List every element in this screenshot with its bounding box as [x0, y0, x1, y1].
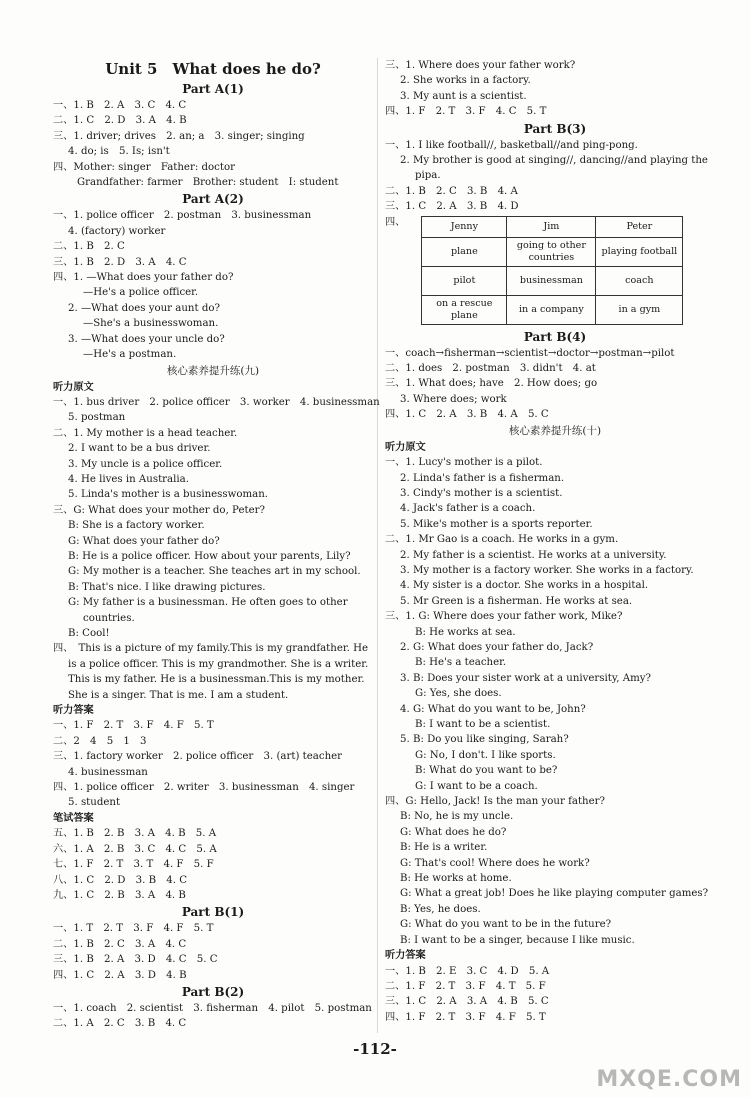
- answer-line: 一、1. coach 2. scientist 3. fisherman 4. pilot 5. postman: [53, 1002, 372, 1014]
- answer-line: 四、 This is a picture of my family.This is my grandfather. He: [53, 643, 368, 655]
- answer-line: 4. My sister is a doctor. She works in a hospital.: [400, 580, 649, 592]
- answer-line: 二、1. F 2. T 3. F 4. T 5. F: [385, 980, 546, 992]
- answer-line: is a police officer. This is my grandmother. She is a writer.: [68, 658, 369, 670]
- answer-line: G: What a great job! Does he like playing computer games?: [400, 888, 709, 900]
- answer-line: Grandfather: farmer Brother: student I: student: [77, 177, 339, 189]
- table-cell: Jim: [507, 216, 596, 237]
- answer-line: G: What does he do?: [400, 826, 507, 838]
- answer-line: B: He's a teacher.: [415, 657, 507, 669]
- answer-line: B: He works at home.: [400, 873, 512, 885]
- answer-line: 二、1. A 2. C 3. B 4. C: [53, 1018, 187, 1030]
- table-cell: in a gym: [596, 295, 683, 324]
- answer-line: 3. My aunt is a scientist.: [400, 90, 527, 102]
- answer-line: 四、1. C 2. A 3. D 4. B: [53, 969, 187, 981]
- answer-line: 3. Where does; work: [400, 393, 507, 405]
- answer-line: 3. My mother is a factory worker. She works in a factory.: [400, 564, 694, 576]
- answer-line: 一、1. F 2. T 3. F 4. F 5. T: [53, 720, 214, 732]
- answer-line: 三、G: What does your mother do, Peter?: [53, 504, 265, 516]
- answer-line: 4. Jack's father is a coach.: [400, 503, 536, 515]
- answer-line: 二、1. B 2. C 3. B 4. A: [385, 185, 518, 197]
- table-cell: going to other countries: [507, 237, 596, 266]
- right-top-block: [385, 58, 725, 215]
- occupation-table: [421, 216, 683, 325]
- section-heading: Part B(3): [523, 121, 587, 136]
- answer-line: 三、1. driver; drives 2. an; a 3. singer; singing: [53, 130, 305, 142]
- answer-line: B: No, he is my uncle.: [400, 811, 514, 823]
- answer-line: 一、1. B 2. E 3. C 4. D 5. A: [385, 965, 550, 977]
- answer-line: She is a singer. That is me. I am a student.: [68, 689, 289, 701]
- answer-line: 4. He lives in Australia.: [68, 473, 189, 485]
- section-heading: Part A(1): [182, 82, 244, 96]
- unit-title: Unit 5 What does he do?: [105, 60, 321, 78]
- occupation-table-block: [385, 215, 725, 328]
- answer-line: 2. Linda's father is a fisherman.: [400, 472, 565, 484]
- answer-line: 二、2 4 5 1 3: [53, 735, 147, 747]
- table-cell: Jenny: [422, 216, 507, 237]
- page-number: -112-: [353, 1040, 397, 1058]
- section-heading: Part B(1): [181, 905, 245, 920]
- answer-line: 五、1. B 2. B 3. A 4. B 5. A: [53, 828, 217, 840]
- answer-line: G: Yes, she does.: [415, 688, 502, 700]
- answer-line: 四、1. C 2. A 3. B 4. A 5. C: [385, 409, 549, 421]
- column-divider: [377, 58, 378, 1033]
- answer-line: 一、coach→fisherman→scientist→doctor→postman→pilot: [385, 347, 675, 359]
- table-row: [422, 216, 683, 237]
- answer-line: 4. do; is 5. Is; isn't: [68, 146, 170, 158]
- answer-line: G: My father is a businessman. He often goes to other: [68, 597, 348, 609]
- answer-line: 三、1. C 2. A 3. B 4. D: [385, 201, 519, 213]
- table-cell: pilot: [422, 266, 507, 295]
- table-row: [422, 295, 683, 324]
- answer-line: 一、1. I like football//, basketball//and ping-pong.: [385, 139, 638, 151]
- answer-line: 三、1. C 2. A 3. A 4. B 5. C: [385, 996, 549, 1008]
- answer-line: 三、1. What does; have 2. How does; go: [385, 378, 598, 390]
- answer-line: 2. —What does your aunt do?: [68, 302, 220, 314]
- answer-line: 3. Cindy's mother is a scientist.: [400, 487, 563, 499]
- answer-line: 三、1. B 2. D 3. A 4. C: [53, 256, 187, 268]
- answer-line: 四、1. F 2. T 3. F 4. F 5. T: [385, 1011, 546, 1023]
- table-cell: on a rescue plane: [422, 295, 507, 324]
- table-cell: in a company: [507, 295, 596, 324]
- answer-line: 四、1. —What does your father do?: [53, 272, 234, 284]
- answer-line: 四、1. F 2. T 3. F 4. C 5. T: [385, 106, 547, 118]
- answer-line: B: Cool!: [68, 628, 110, 639]
- answer-line: B: I want to be a singer, because I like music.: [400, 934, 635, 946]
- table-row: [422, 266, 683, 295]
- answer-line: 二、1. My mother is a head teacher.: [53, 427, 238, 439]
- left-column: [53, 58, 380, 1032]
- table-cell: playing football: [596, 237, 683, 266]
- answer-line: 四、1. police officer 2. writer 3. businessman 4. singer: [53, 782, 355, 794]
- practice-heading: 核心素养提升练(九): [166, 364, 260, 377]
- answer-line: 4. G: What do you want to be, John?: [400, 703, 586, 715]
- right-column: [385, 58, 725, 1025]
- subsection-label: 笔试答案: [53, 811, 94, 824]
- answer-line: 5. Linda's mother is a businesswoman.: [68, 489, 269, 501]
- answer-line: 三、1. G: Where does your father work, Mike?: [385, 611, 623, 623]
- practice-heading: 核心素养提升练(十): [508, 424, 602, 437]
- answer-line: —He's a postman.: [83, 349, 177, 361]
- answer-line: G: I want to be a coach.: [415, 780, 538, 792]
- answer-line: B: She is a factory worker.: [68, 520, 205, 532]
- answer-line: B: He works at sea.: [415, 626, 516, 638]
- answer-line: B: I want to be a scientist.: [415, 719, 551, 730]
- answer-line: 二、1. Mr Gao is a coach. He works in a gym.: [385, 534, 619, 546]
- watermark-logo: MXQE.COM: [596, 1067, 742, 1092]
- answer-line: 三、1. B 2. A 3. D 4. C 5. C: [53, 954, 218, 966]
- answer-line: 二、1. C 2. D 3. A 4. B: [53, 115, 187, 127]
- right-bottom-block: [385, 329, 725, 1025]
- answer-line: pipa.: [415, 170, 441, 182]
- section-heading: Part B(2): [181, 984, 245, 999]
- answer-line: 3. My uncle is a police officer.: [68, 458, 223, 470]
- answer-line: 2. She works in a factory.: [400, 75, 531, 87]
- answer-line: 二、1. B 2. C: [53, 241, 125, 253]
- answer-line: 一、1. T 2. T 3. F 4. F 5. T: [53, 923, 214, 935]
- table-cell: Peter: [596, 216, 683, 237]
- answer-line: —She's a businesswoman.: [83, 318, 219, 330]
- table-row: [422, 237, 683, 266]
- section-heading: Part A(2): [182, 192, 244, 207]
- answer-line: 4. (factory) worker: [68, 225, 166, 237]
- answer-line: This is my father. He is a businessman.This is my mother.: [68, 674, 365, 686]
- answer-line: 一、1. B 2. A 3. C 4. C: [53, 100, 187, 111]
- answer-line: 5. B: Do you like singing, Sarah?: [400, 734, 569, 746]
- answer-line: 2. My brother is good at singing//, dancing//and playing the: [400, 155, 708, 167]
- answer-line: G: What does your father do?: [68, 535, 220, 547]
- answer-line: 2. I want to be a bus driver.: [68, 443, 211, 455]
- answer-line: 3. —What does your uncle do?: [68, 333, 225, 345]
- answer-line: 三、1. Where does your father work?: [385, 60, 576, 71]
- answer-line: 四、Mother: singer Father: doctor: [53, 161, 235, 173]
- answer-line: 四、G: Hello, Jack! Is the man your father?: [385, 796, 605, 808]
- answer-line: 5. Mr Green is a fisherman. He works at sea.: [400, 595, 633, 607]
- answer-line: G: What do you want to be in the future?: [400, 919, 612, 931]
- answer-line: 三、1. factory worker 2. police officer 3. (art) teacher: [53, 751, 343, 763]
- answer-line: B: What do you want to be?: [415, 765, 558, 777]
- answer-line: G: That's cool! Where does he work?: [400, 857, 590, 869]
- answer-line: B: He is a police officer. How about your parents, Lily?: [68, 550, 351, 562]
- answer-line: 七、1. F 2. T 3. T 4. F 5. F: [53, 859, 214, 871]
- table-cell: coach: [596, 266, 683, 295]
- table-cell: plane: [422, 237, 507, 266]
- answer-line: 5. postman: [68, 412, 126, 424]
- table-cell: businessman: [507, 266, 596, 295]
- answer-line: 六、1. A 2. B 3. C 4. C 5. A: [53, 843, 217, 855]
- answer-line: countries.: [83, 612, 135, 624]
- subsection-label: 听力原文: [53, 380, 94, 393]
- answer-line: 八、1. C 2. D 3. B 4. C: [53, 874, 188, 886]
- answer-line: 九、1. C 2. B 3. A 4. B: [53, 889, 186, 901]
- answer-line: 5. student: [68, 797, 121, 809]
- subsection-label: 听力原文: [385, 440, 426, 453]
- answer-line: G: No, I don't. I like sports.: [415, 749, 556, 761]
- answer-line: 3. B: Does your sister work at a university, Amy?: [400, 672, 651, 684]
- answer-line: B: He is a writer.: [400, 842, 488, 854]
- answer-line: G: My mother is a teacher. She teaches art in my school.: [68, 566, 361, 578]
- answer-line: 一、1. police officer 2. postman 3. businessman: [53, 210, 312, 222]
- subsection-label: 听力答案: [385, 949, 426, 962]
- answer-line: 5. Mike's mother is a sports reporter.: [400, 518, 593, 530]
- table-label: 四、: [385, 216, 406, 228]
- answer-line: 二、1. B 2. C 3. A 4. C: [53, 938, 187, 950]
- answer-line: 一、1. bus driver 2. police officer 3. worker 4. businessman: [53, 396, 380, 408]
- answer-line: 二、1. does 2. postman 3. didn't 4. at: [385, 363, 596, 375]
- answer-line: 4. businessman: [68, 766, 148, 778]
- answer-line: B: That's nice. I like drawing pictures.: [68, 581, 266, 593]
- answer-line: 2. G: What does your father do, Jack?: [400, 641, 594, 653]
- answer-line: 一、1. Lucy's mother is a pilot.: [385, 457, 543, 469]
- subsection-label: 听力答案: [53, 704, 94, 717]
- answer-line: 2. My father is a scientist. He works at a university.: [400, 549, 667, 561]
- answer-line: —He's a police officer.: [83, 287, 199, 299]
- answer-line: B: Yes, he does.: [400, 903, 481, 915]
- section-heading: Part B(4): [523, 329, 587, 344]
